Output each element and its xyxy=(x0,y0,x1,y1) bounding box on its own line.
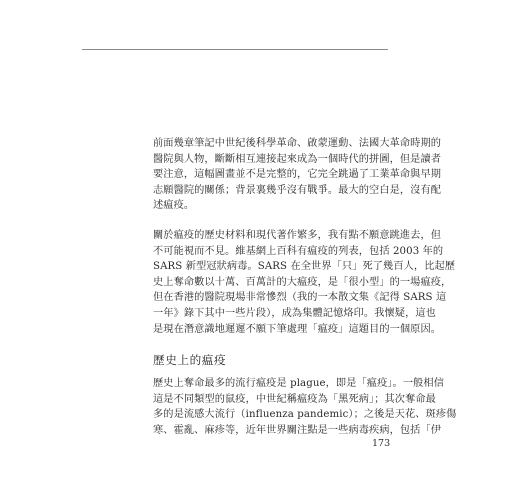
paragraph-1 xyxy=(153,136,442,214)
text-line: 多的是流感大流行（influenza pandemic）；之後是天花、斑疹傷 xyxy=(153,409,457,421)
text-line: 這是不同類型的鼠疫，中世紀稱瘟疫為「黑死病」；其次奪命最 xyxy=(153,393,436,405)
text-line: 歷史上奪命最多的流行瘟疫是 plague，即是「瘟疫」。一般相信 xyxy=(153,378,444,389)
text-line: 前面幾章筆記中世紀後科學革命、啟蒙運動、法國大革命時期的 xyxy=(153,138,442,149)
text-line: 志願醫院的關係；背景裏幾乎沒有戰爭。最大的空白是，沒有配 xyxy=(153,184,442,196)
text-line: 但在香港的醫院現場非常慘烈（我的一本散文集《記得 SARS 這 xyxy=(153,292,447,304)
text-line: 一年》錄下其中一些片段），成為集體記憶烙印。我懷疑，這也 xyxy=(153,307,436,319)
text-line: 寒、霍亂、麻疹等，近年世界關注點是一些病毒疾病，包括「伊 xyxy=(153,424,442,436)
paragraph-2 xyxy=(153,228,456,337)
text-line: 關於瘟疫的歷史材料和現代著作繁多，我有點不願意跳進去，但 xyxy=(153,230,442,241)
text-line: SARS 新型冠狀病毒。SARS 在全世界「只」死了幾百人，比起歷 xyxy=(153,261,456,273)
section-heading: 歷史上的瘟疫 xyxy=(153,353,227,367)
text-line: 史上奪命數以十萬、百萬計的大瘟疫，是「很小型」的一場瘟疫， xyxy=(153,276,452,288)
paragraph-3 xyxy=(153,376,457,438)
page-number: 173 xyxy=(372,438,391,449)
header-rule xyxy=(82,49,388,50)
text-line: 要注意，這幅圖畫並不是完整的，它完全跳過了工業革命與早期 xyxy=(153,169,442,181)
text-line: 醫院與人物，斷斷相互連接起來成為一個時代的拼圖，但是讀者 xyxy=(153,153,442,165)
text-line: 述瘟疫。 xyxy=(153,200,195,212)
text-line: 是現在潛意識地遲遲不願下筆處理「瘟疫」這題目的一個原因。 xyxy=(153,323,442,335)
text-line: 不可能視而不見。維基網上百科有瘟疫的列表，包括 2003 年的 xyxy=(153,245,444,257)
